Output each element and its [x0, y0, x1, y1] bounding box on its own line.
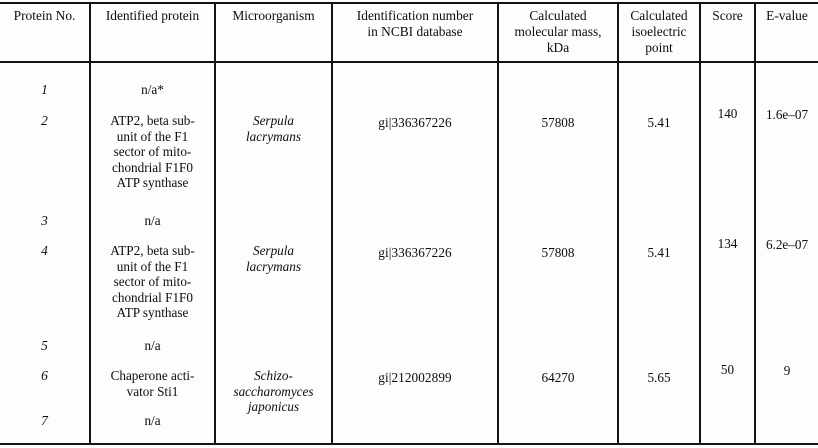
- column-header-protein-no: Protein No.: [13, 8, 76, 23]
- protein-line-1: ATP2, beta sub-: [110, 113, 195, 128]
- table-row: 7: [41, 413, 48, 428]
- cell-ncbi-id-4: gi|336367226: [378, 245, 452, 260]
- column-header-isoelectric-point: [619, 8, 699, 56]
- column-header-isoelectric-point-line3: point: [645, 40, 673, 56]
- table-bottom-rule: [0, 443, 818, 445]
- protein-line-1: ATP2, beta sub-: [110, 243, 195, 258]
- column-header-score: Score: [712, 8, 743, 23]
- table-row: 3: [41, 213, 48, 228]
- table-header-rule: [0, 61, 818, 63]
- organism-line-2: lacrymans: [246, 258, 301, 274]
- cell-evalue-4: 6.2e–07: [765, 237, 809, 252]
- cell-evalue-2: 1.6e–07: [765, 107, 809, 122]
- cell-identified-protein-7: n/a: [144, 413, 161, 428]
- protein-line-3: sector of mito-: [113, 144, 192, 160]
- organism-line-1: Schizo-: [254, 368, 293, 383]
- column-header-molecular-mass-line1: Calculated: [529, 8, 587, 23]
- cell-microorganism-2: [216, 113, 331, 144]
- column-header-evalue: E-value: [766, 8, 808, 23]
- protein-line-3: sector of mito-: [113, 274, 192, 290]
- cell-molecular-mass-6: 64270: [541, 370, 575, 385]
- column-divider-6: [699, 2, 701, 445]
- table-row: 2: [41, 113, 48, 128]
- table-row: 1: [41, 82, 48, 97]
- column-header-molecular-mass: [499, 8, 617, 56]
- cell-identified-protein-5: n/a: [144, 338, 161, 353]
- cell-ncbi-id-6: gi|212002899: [378, 370, 452, 385]
- column-header-ncbi-id-line2: in NCBI database: [367, 24, 463, 40]
- protein-line-4: chondrial F1F0: [112, 159, 193, 175]
- cell-microorganism-6: [216, 368, 331, 415]
- protein-line-2: unit of the F1: [116, 128, 189, 144]
- cell-microorganism-4: [216, 243, 331, 274]
- organism-line-2: lacrymans: [246, 128, 301, 144]
- protein-line-5: ATP synthase: [116, 175, 189, 191]
- cell-score-6: 50: [720, 362, 735, 377]
- cell-isoelectric-point-2: 5.41: [647, 115, 671, 130]
- column-header-microorganism: Microorganism: [232, 8, 315, 23]
- table-row: 6: [41, 368, 48, 383]
- table-top-rule: [0, 2, 818, 4]
- cell-molecular-mass-2: 57808: [541, 115, 575, 130]
- column-header-ncbi-id-line1: Identification number: [356, 8, 474, 23]
- cell-score-2: 140: [717, 106, 738, 121]
- organism-line-1: Serpula: [252, 243, 295, 258]
- cell-isoelectric-point-6: 5.65: [647, 370, 671, 385]
- column-header-molecular-mass-line3: kDa: [546, 40, 570, 56]
- cell-identified-protein-6: [91, 368, 214, 399]
- table-row: 4: [41, 243, 48, 258]
- cell-ncbi-id-2: gi|336367226: [378, 115, 452, 130]
- cell-identified-protein-2: [91, 113, 214, 191]
- organism-line-3: japonicus: [247, 399, 300, 415]
- column-header-isoelectric-point-line2: isoelectric: [631, 24, 687, 40]
- organism-line-2: saccharomyces: [233, 383, 314, 399]
- protein-line-2: unit of the F1: [116, 258, 189, 274]
- column-header-identified-protein: Identified protein: [105, 8, 200, 23]
- organism-line-1: Serpula: [252, 113, 295, 128]
- protein-line-1: Chaperone acti-: [110, 368, 195, 383]
- protein-line-2: vator Sti1: [126, 383, 179, 399]
- column-header-molecular-mass-line2: molecular mass,: [514, 24, 602, 40]
- column-header-isoelectric-point-line1: Calculated: [630, 8, 688, 23]
- cell-identified-protein-1: n/a*: [141, 82, 164, 97]
- protein-line-4: chondrial F1F0: [112, 289, 193, 305]
- cell-isoelectric-point-4: 5.41: [647, 245, 671, 260]
- table-row: 5: [41, 338, 48, 353]
- column-header-ncbi-id: [333, 8, 497, 40]
- cell-identified-protein-3: n/a: [144, 213, 161, 228]
- cell-score-4: 134: [717, 236, 738, 251]
- cell-identified-protein-4: [91, 243, 214, 321]
- cell-evalue-6: 9: [783, 363, 791, 378]
- cell-molecular-mass-4: 57808: [541, 245, 575, 260]
- protein-line-5: ATP synthase: [116, 305, 189, 321]
